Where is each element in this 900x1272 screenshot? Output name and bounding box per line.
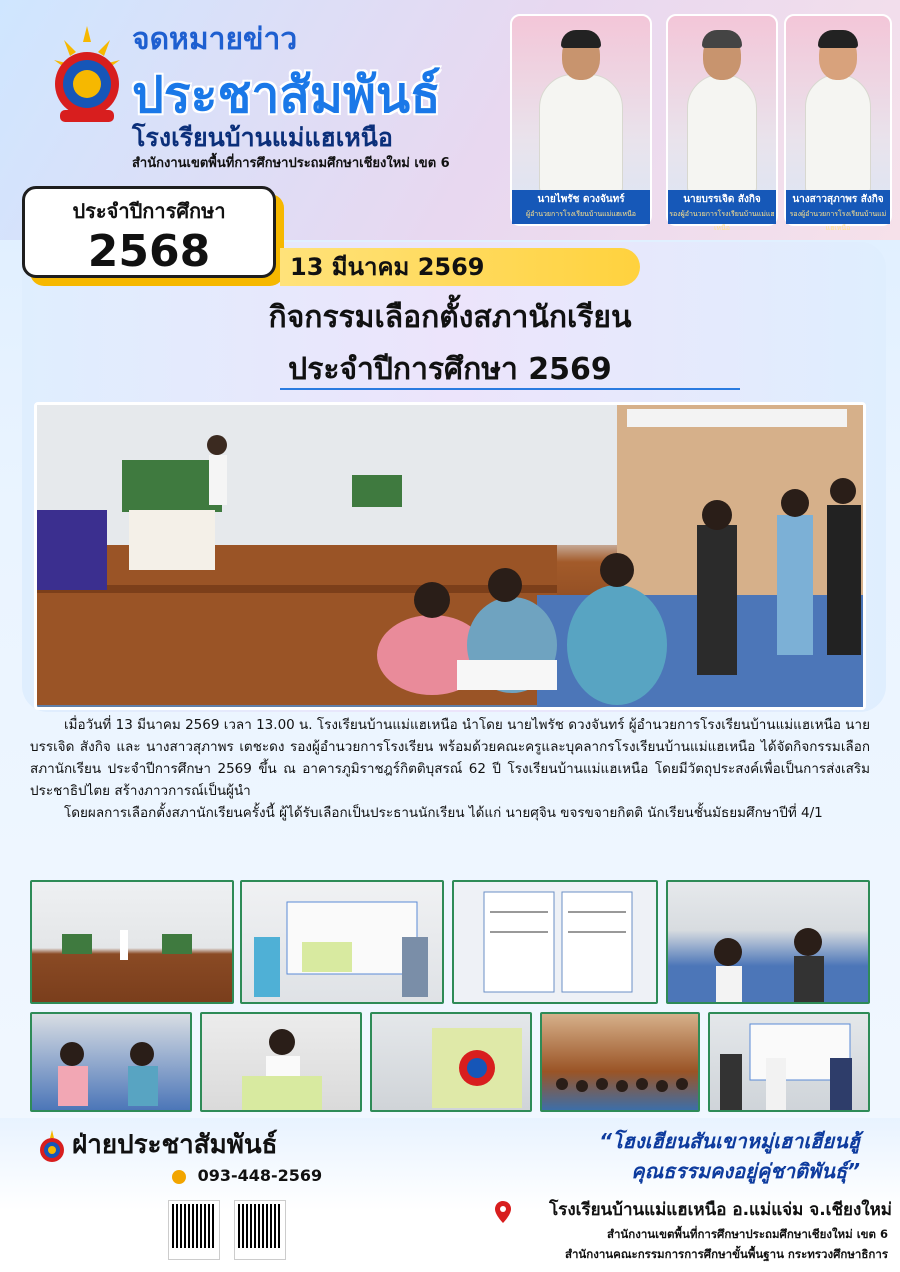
article-body	[30, 714, 870, 824]
gallery-photo-7	[370, 1012, 532, 1112]
director-portrait	[510, 14, 652, 226]
article-headline: กิจกรรมเลือกตั้งสภานักเรียน	[268, 300, 632, 335]
director-name: นายไพรัช ดวงจันทร์	[537, 194, 625, 205]
gallery-photo-9	[708, 1012, 870, 1112]
motto-line-1: “โฮงเฮียนสันเขาหมู่เฮาเฮียนฮู้	[599, 1129, 860, 1153]
academic-year-label: ประจำปีการศึกษา	[72, 199, 226, 223]
deputy-1-name: นายบรรเจิด สังกิจ	[683, 194, 761, 205]
footer-office-line-2: สำนักงานคณะกรรมการการศึกษาขั้นพื้นฐาน กระทรวงศึกษาธิการ	[564, 1247, 888, 1261]
gallery-photo-4	[666, 880, 870, 1004]
article-subheadline: ประจำปีการศึกษา 2569	[288, 352, 612, 387]
district-name: สำนักงานเขตพื้นที่การศึกษาประถมศึกษาเชียงใหม่ เขต 6	[132, 156, 450, 171]
gallery-photo-6	[200, 1012, 362, 1112]
deputy-portrait-2	[784, 14, 892, 232]
article-paragraph-1: เมื่อวันที่ 13 มีนาคม 2569 เวลา 13.00 น. โรงเรียนบ้านแม่แฮเหนือ นำโดย นายไพรัช ดวงจันทร์ ผู้อำนวยการโรงเรียนบ้านแม่แฮเหนือ นายบรรเจิด สังกิจ และ นางสาวสุภาพร เตชะดง รองผู้อำนวยการโรงเรียน พร้อมด้วยคณะครูและบุคลากรโรงเรียนบ้านแม่แฮเหนือ ได้จัดกิจกรรมเลือกสภานักเรียน ประจำปีการศึกษา 2569 ขึ้น ณ อาคารภูมิราชฎร์กิตติบุสรณ์ 62 ปี โรงเรียนบ้านแม่แฮเหนือ โดยมีวัตถุประสงค์เพื่อเป็นการส่งเสริมประชาธิปไตย สร้างภาวการณ์เป็นผู้นำ	[30, 717, 870, 799]
deputy-2-role: รองผู้อำนวยการโรงเรียนบ้านแม่แฮเหนือ	[789, 210, 887, 232]
director-role: ผู้อำนวยการโรงเรียนบ้านแม่แฮเหนือ	[525, 210, 637, 218]
phone-number[interactable]	[172, 1166, 322, 1185]
article-paragraph-2: โดยผลการเลือกตั้งสภานักเรียนครั้งนี้ ผู้ได้รับเลือกเป็นประธานนักเรียน ได้แก่ นายศุจิน ขจรขจายกิตติ นักเรียนชั้นมัธยมศึกษาปีที่ 4/1	[64, 805, 823, 821]
main-event-photo	[34, 402, 866, 710]
qr-code-icon	[172, 1204, 216, 1248]
qr-code-icon	[238, 1204, 282, 1248]
deputy-portrait-1	[666, 14, 778, 232]
gallery-photo-3	[452, 880, 658, 1004]
phone-text: 093-448-2569	[197, 1166, 323, 1185]
gallery-photo-1	[30, 880, 234, 1004]
school-motto	[420, 1126, 860, 1186]
footer-office-line-1: สำนักงานเขตพื้นที่การศึกษาประถมศึกษาเชียงใหม่ เขต 6	[606, 1227, 888, 1241]
school-name: โรงเรียนบ้านแม่แฮเหนือ	[132, 123, 393, 152]
academic-year-box	[22, 186, 276, 278]
headline-divider	[280, 388, 740, 390]
gallery-photo-2	[240, 880, 444, 1004]
academic-year-number: 2568	[87, 226, 211, 277]
phone-icon	[172, 1170, 186, 1184]
footer-school-location: โรงเรียนบ้านแม่แฮเหนือ อ.แม่แจ่ม จ.เชียงใหม่	[549, 1200, 892, 1220]
pr-department-title: ฝ่ายประชาสัมพันธ์	[72, 1130, 278, 1160]
location-pin-icon	[494, 1200, 512, 1224]
gallery-photo-8	[540, 1012, 700, 1112]
qr-code-1[interactable]	[168, 1200, 220, 1260]
school-logo-icon	[50, 22, 124, 130]
article-date: 13 มีนาคม 2569	[280, 248, 640, 286]
deputy-2-name: นางสาวสุภาพร สังกิจ	[792, 194, 884, 205]
newsletter-label: จดหมายข่าว	[132, 22, 298, 57]
pr-heading: ประชาสัมพันธ์	[132, 66, 441, 124]
qr-code-2[interactable]	[234, 1200, 286, 1260]
main-photo-illustration	[37, 405, 863, 707]
pr-logo-icon	[38, 1128, 66, 1166]
deputy-1-role: รองผู้อำนวยการโรงเรียนบ้านแม่แฮเหนือ	[669, 210, 775, 232]
gallery-photo-5	[30, 1012, 192, 1112]
motto-line-2: คุณธรรมคงอยู่คู่ชาติพันธุ์”	[631, 1159, 860, 1183]
